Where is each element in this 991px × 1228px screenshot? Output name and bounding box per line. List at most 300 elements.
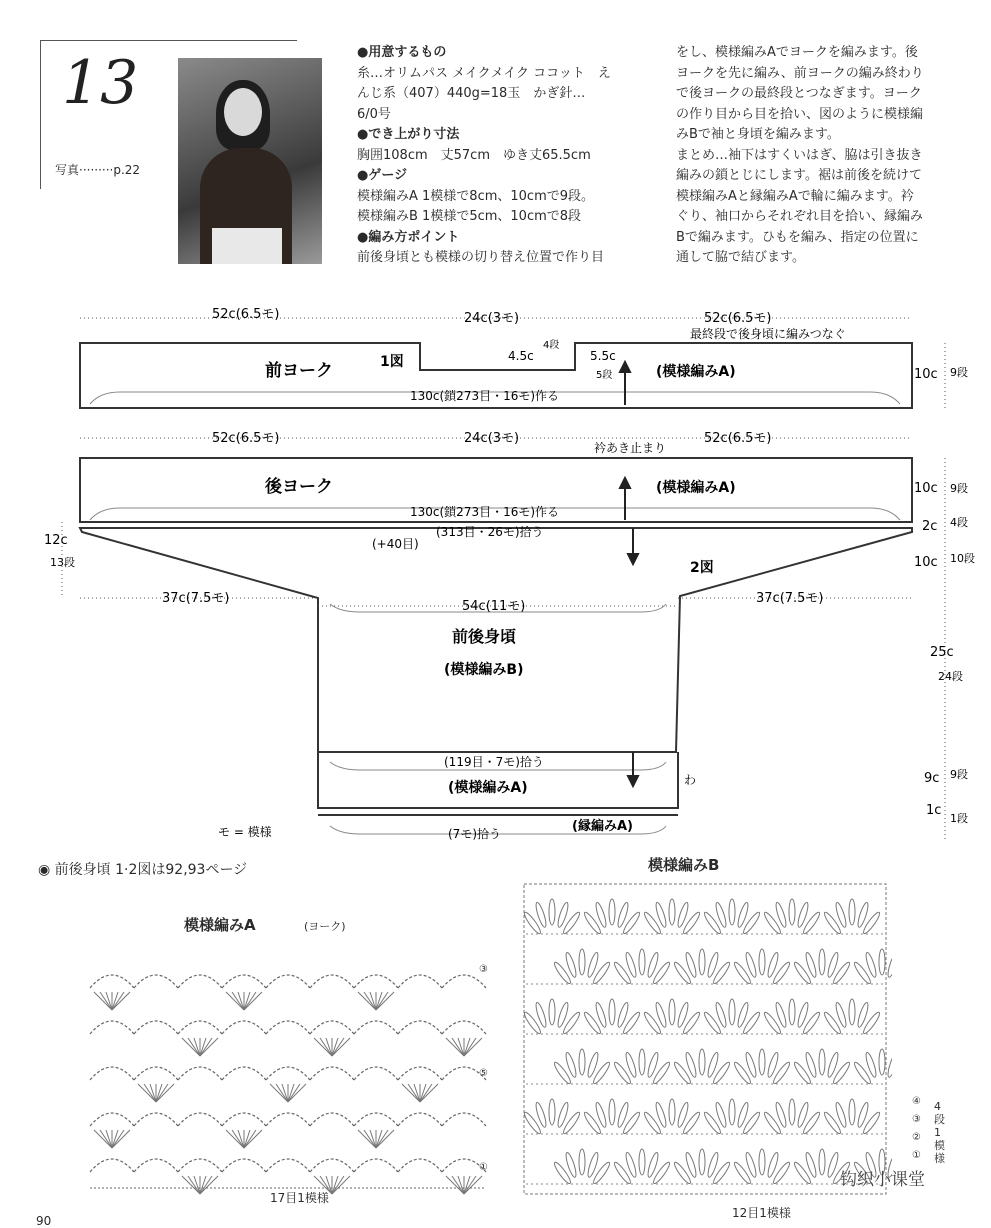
chart-b-petal (621, 911, 641, 936)
chart-b-petal (552, 1061, 572, 1086)
chart-b-petal (766, 1152, 780, 1179)
hem-pattern: (模様編みA) (448, 780, 528, 796)
photo-reference: 写真·········p.22 (55, 163, 141, 177)
chart-b-petal (681, 1011, 701, 1036)
materials-col-line: 前後身頃とも模様の切り替え位置で作り目 (357, 250, 605, 265)
chart-b-petal (676, 902, 690, 929)
chart-b-petal (792, 1061, 812, 1086)
back-neck-stop: 衿あき止まり (594, 441, 667, 455)
back-yoke-title: 後ヨーク (265, 477, 333, 497)
chart-a-fan-stitch (464, 1038, 476, 1056)
chart-a-arch (266, 1021, 310, 1034)
chart-b-petal (771, 961, 791, 986)
chart-b-petal (796, 902, 810, 929)
front-neck-depth: 4.5c (508, 349, 534, 363)
chart-b-petal (796, 1002, 810, 1029)
chart-a-arch (398, 975, 442, 988)
sleeve-width-right: 37c(7.5モ) (756, 591, 824, 606)
chart-a-fan-stitch (200, 1038, 212, 1056)
front-width-left: 52c(6.5モ) (212, 307, 280, 322)
chart-b-petal (861, 1011, 881, 1036)
chart-b-petal (582, 1111, 602, 1136)
chart-b-petal (706, 1052, 720, 1079)
chart-b-petal (564, 1152, 578, 1179)
chart-a-fan-stitch (276, 1084, 288, 1102)
chart-a-arch (354, 1021, 398, 1034)
back-height-2: 2c (922, 519, 938, 534)
chart-b-petal (804, 1052, 818, 1079)
chart-a-arch (442, 975, 486, 988)
hem-pickup: (119目・7モ)拾う (444, 755, 544, 769)
chart-b-petal (654, 902, 668, 929)
chart-a-row-3: ③ (479, 964, 488, 975)
chart-a-arch (310, 1067, 354, 1080)
chart-a-arch (266, 1159, 310, 1172)
chart-a-sub: (ヨーク) (304, 920, 346, 933)
chart-a-arch (310, 1159, 354, 1172)
chart-b-petal (654, 1102, 668, 1129)
chart-a-fan-stitch (188, 1038, 200, 1056)
chart-b-petal (612, 961, 632, 986)
chart-b-petal (831, 1061, 851, 1086)
back-rows-3: 10段 (950, 552, 975, 565)
back-width-left: 52c(6.5モ) (212, 431, 280, 446)
chart-b-petal (582, 1011, 602, 1036)
chart-b-petal (741, 911, 761, 936)
chart-b-petal (586, 1152, 600, 1179)
chart-b-petal (672, 961, 692, 986)
chart-b-petal (879, 1049, 885, 1075)
chart-a-fan-stitch (452, 1038, 464, 1056)
chart-b-petal (714, 1102, 728, 1129)
sleeve-height: 12c (44, 533, 68, 548)
hem-rows: 9段 (950, 768, 968, 781)
chart-a-fan-stitch (320, 1038, 332, 1056)
chart-b-petal (534, 902, 548, 929)
chart-a (80, 950, 500, 1210)
chart-b-petal (591, 1061, 611, 1086)
chart-b-petal (822, 1011, 842, 1036)
chart-a-fan-stitch (288, 1084, 300, 1102)
chart-b-petal (861, 911, 881, 936)
edge-rows: 1段 (950, 812, 968, 825)
chart-b-petal (864, 952, 878, 979)
chart-b-petal (672, 1161, 692, 1186)
instructions-col-line: をし、模様編みAでヨークを編みます。後 (676, 45, 918, 60)
chart-b-petal (702, 1111, 722, 1136)
chart-b-petal (594, 902, 608, 929)
instructions-col-line: みBで袖と身頃を編みます。 (676, 127, 840, 142)
chart-b-petal (834, 902, 848, 929)
materials-col-line: ●用意するもの (357, 45, 447, 60)
chart-b-petal (651, 1161, 671, 1186)
chart-b-petal (609, 999, 615, 1025)
chart-a-arch (310, 975, 354, 988)
chart-a-arch (310, 1021, 354, 1034)
chart-b-petal (642, 1011, 662, 1036)
chart-b-petal (771, 1161, 791, 1186)
chart-b-petal (706, 952, 720, 979)
chart-b-petal (624, 952, 638, 979)
chart-b-petal (561, 1111, 581, 1136)
chart-b-petal (609, 1099, 615, 1125)
hem-wa: わ (684, 773, 697, 787)
chart-b-petal (804, 1152, 818, 1179)
chart-b-petal (736, 902, 750, 929)
chart-a-arch (266, 975, 310, 988)
chart-b-petal (762, 911, 782, 936)
chart-b-row-2: ② (912, 1132, 921, 1143)
chart-b-petal (744, 1052, 758, 1079)
front-fig-label: 1図 (380, 354, 404, 370)
chart-a-fan-stitch (100, 1130, 112, 1148)
chart-b-petal (856, 1102, 870, 1129)
back-pickup: (313目・26モ)拾う (436, 525, 544, 539)
chart-b-petal (672, 1061, 692, 1086)
chart-b-petal (522, 1111, 542, 1136)
chart-b-petal (774, 1102, 788, 1129)
back-height-3: 10c (914, 555, 938, 570)
chart-b-petal (789, 899, 795, 925)
edge-height: 1c (926, 803, 942, 818)
chart-a-arch (178, 975, 222, 988)
chart-a-arch (90, 1159, 134, 1172)
chart-a-arch (266, 1113, 310, 1126)
chart-b-petal (556, 902, 570, 929)
chart-b-petal (676, 1002, 690, 1029)
chart-a-fan-stitch (332, 1176, 344, 1194)
hem-height: 9c (924, 771, 940, 786)
chart-b-petal (646, 952, 660, 979)
chart-b-petal (852, 961, 872, 986)
chart-b-petal (826, 1152, 840, 1179)
chart-b-petal (831, 961, 851, 986)
chart-b-petal (639, 1049, 645, 1075)
chart-b-petal (861, 1111, 881, 1136)
page-number: 90 (36, 1214, 52, 1228)
chart-b-petal (762, 1111, 782, 1136)
chart-b-petal (849, 1099, 855, 1125)
chart-b-petal (856, 1002, 870, 1029)
chart-b-petal (564, 952, 578, 979)
chart-a-arch (90, 1021, 134, 1034)
chart-b-petal (804, 952, 818, 979)
body-width: 54c(11モ) (462, 599, 526, 614)
chart-b-petal (564, 1052, 578, 1079)
chart-b-petal (826, 952, 840, 979)
chart-b-petal (522, 1011, 542, 1036)
front-height: 10c (914, 367, 938, 382)
chart-a-arch (354, 1159, 398, 1172)
chart-a-arch (222, 1021, 266, 1034)
materials-col-line: 胸囲108cm 丈57cm ゆき丈65.5cm (357, 147, 591, 163)
chart-b-petal (616, 1102, 630, 1129)
chart-b-petal (796, 1102, 810, 1129)
chart-b-petal (852, 1061, 872, 1086)
chart-b-petal (639, 1149, 645, 1175)
chart-a-fan-stitch (364, 1130, 376, 1148)
chart-b-petal (741, 1111, 761, 1136)
back-width-right: 52c(6.5モ) (704, 431, 772, 446)
chart-b-petal (552, 961, 572, 986)
chart-b-petal (612, 1161, 632, 1186)
chart-b-petal (886, 1052, 892, 1079)
chart-b-petal (736, 1002, 750, 1029)
chart-b-petal (849, 999, 855, 1025)
front-neck-rows: 4段 (543, 340, 560, 351)
chart-a-fan-stitch (244, 1130, 256, 1148)
chart-b-petal (642, 1111, 662, 1136)
chart-b-petal (676, 1102, 690, 1129)
instructions-col-line: 模様編みAと縁編みAで輪に編みます。衿 (676, 188, 914, 204)
chart-b-petal (819, 949, 825, 975)
chart-b-petal (651, 961, 671, 986)
chart-a-arch (222, 1113, 266, 1126)
chart-b-petal (552, 1161, 572, 1186)
chart-a-arch (398, 1021, 442, 1034)
chart-b-petal (549, 999, 555, 1025)
chart-a-arch (222, 1067, 266, 1080)
chart-a-fan-stitch (244, 992, 256, 1010)
materials-col-line: ●編み方ポイント (357, 229, 460, 245)
chart-a-fan-stitch (464, 1176, 476, 1194)
chart-b-petal (669, 899, 675, 925)
chart-b-petal (594, 1102, 608, 1129)
chart-a-fan-stitch (100, 992, 112, 1010)
materials-col-line: 糸…オリムパス メイクメイク ココット え (357, 65, 611, 81)
chart-b-petal (579, 1149, 585, 1175)
body-title: 前後身頃 (452, 627, 517, 646)
instructions-col-line: で後ヨークの最終段とつなぎます。ヨーク (676, 86, 922, 101)
chart-b-petal (586, 952, 600, 979)
chart-a-fan-stitch (452, 1176, 464, 1194)
chart-a-fan-stitch (376, 992, 388, 1010)
chart-b-petal (579, 1049, 585, 1075)
chart-b-border (524, 884, 886, 1194)
chart-a-repeat: 17目1模様 (270, 1191, 329, 1205)
chart-b-petal (801, 1011, 821, 1036)
sleeve-rows: 13段 (50, 556, 75, 569)
chart-b-petal (792, 1161, 812, 1186)
chart-b-repeat: 12目1模様 (732, 1206, 791, 1220)
back-increase: (+40目) (372, 537, 419, 551)
watermark: 钩织小课堂 (840, 1170, 925, 1190)
chart-b-petal (624, 1152, 638, 1179)
chart-b-petal (774, 1002, 788, 1029)
chart-a-fan-stitch (144, 1084, 156, 1102)
chart-b-petal (591, 961, 611, 986)
chart-b-petal (729, 999, 735, 1025)
chart-b-petal (681, 1111, 701, 1136)
front-width-mid: 24c(3モ) (464, 311, 520, 326)
chart-b-petal (736, 1102, 750, 1129)
chart-a-fan-stitch (112, 1130, 124, 1148)
chart-a-arch (398, 1159, 442, 1172)
chart-a-fan-stitch (376, 1130, 388, 1148)
chart-b-petal (616, 902, 630, 929)
front-rows: 9段 (950, 366, 968, 379)
chart-b-petal (609, 899, 615, 925)
chart-b-petal (699, 1049, 705, 1075)
chart-b-row-1: ① (912, 1150, 921, 1161)
back-pattern: (模様編みA) (656, 480, 736, 496)
chart-b-petal (522, 911, 542, 936)
chart-b-petal (891, 961, 892, 986)
chart-a-fan-stitch (332, 1038, 344, 1056)
chart-b-petal (792, 961, 812, 986)
chart-b-petal (612, 1061, 632, 1086)
front-cast-on: 130c(鎖273目・16モ)作る (410, 389, 560, 403)
chart-b-petal (789, 1099, 795, 1125)
chart-b-petal (549, 1099, 555, 1125)
chart-b-petal (534, 1102, 548, 1129)
body-pattern: (模様編みB) (444, 662, 524, 678)
chart-b-petal (732, 961, 752, 986)
chart-b-petal (594, 1002, 608, 1029)
chart-b-petal (834, 1102, 848, 1129)
instructions-col-line: 通して脇で結びます。 (676, 250, 805, 265)
chart-b-petal (759, 1049, 765, 1075)
chart-b-petal (556, 1102, 570, 1129)
materials-col-line: 模様編みB 1模様で5cm、10cmで8段 (357, 209, 582, 224)
chart-b-petal (819, 1049, 825, 1075)
instructions-col-line: の作り目から目を拾い、図のように模様編 (676, 106, 924, 122)
chart-a-arch (266, 1067, 310, 1080)
chart-b-petal (744, 1152, 758, 1179)
chart-a-arch (398, 1113, 442, 1126)
chart-a-arch (354, 1067, 398, 1080)
chart-b-petal (711, 1161, 731, 1186)
chart-b-petal (681, 911, 701, 936)
front-yoke-title: 前ヨーク (265, 361, 333, 381)
chart-b-petal (591, 1161, 611, 1186)
materials-col-line: ●ゲージ (357, 168, 408, 183)
page-note: ◉ 前後身頃 1·2図は92,93ページ (38, 862, 248, 878)
chart-a-arch (134, 1021, 178, 1034)
chart-b (522, 880, 892, 1202)
front-neck-rows2: 5段 (596, 370, 613, 381)
chart-b-petal (561, 911, 581, 936)
chart-b-petal (819, 1149, 825, 1175)
back-rows-2: 4段 (950, 516, 968, 529)
chart-b-petal (624, 1052, 638, 1079)
chart-b-petal (864, 1052, 878, 1079)
chart-b-petal (732, 1061, 752, 1086)
chart-b-petal (556, 1002, 570, 1029)
chart-a-arch (90, 1067, 134, 1080)
chart-a-arch (222, 975, 266, 988)
chart-b-petal (549, 899, 555, 925)
front-note: 最終段で後身頃に編みつなぐ (690, 327, 846, 341)
chart-a-arch (178, 1067, 222, 1080)
chart-a-row-1: ① (479, 1162, 488, 1173)
chart-a-arch (354, 975, 398, 988)
chart-b-petal (639, 949, 645, 975)
front-pattern: (模様編みA) (656, 364, 736, 380)
chart-b-petal (646, 1152, 660, 1179)
chart-a-arch (134, 1159, 178, 1172)
chart-a-arch (398, 1067, 442, 1080)
front-width-right: 52c(6.5モ) (704, 311, 772, 326)
chart-b-petal (714, 1002, 728, 1029)
back-rows: 9段 (950, 482, 968, 495)
chart-b-row-4: ④ (912, 1096, 921, 1107)
materials-col-line: ●でき上がり寸法 (357, 127, 460, 142)
instructions-col-line: 編みの鎖とじにします。裾は前後を続けて (676, 168, 922, 183)
chart-b-petal (766, 952, 780, 979)
chart-a-arch (90, 975, 134, 988)
chart-b-petal (586, 1052, 600, 1079)
materials-col-line: 模様編みA 1模様で8cm、10cmで9段。 (357, 188, 595, 204)
chart-b-petal (766, 1052, 780, 1079)
chart-b-title: 模様編みB (648, 856, 720, 874)
pattern-number: 13 (62, 48, 139, 118)
chart-b-petal (669, 1099, 675, 1125)
chart-b-petal (579, 949, 585, 975)
chart-b-petal (732, 1161, 752, 1186)
chart-a-fan-stitch (232, 992, 244, 1010)
chart-b-petal (711, 1061, 731, 1086)
chart-b-petal (822, 911, 842, 936)
chart-b-petal (879, 949, 885, 975)
chart-b-petal (642, 911, 662, 936)
body-height: 25c (930, 645, 954, 660)
edge-pattern: (縁編みA) (572, 819, 633, 834)
chart-b-petal (711, 961, 731, 986)
materials-col-line: 6/0号 (357, 106, 391, 122)
chart-b-petal (849, 899, 855, 925)
chart-b-petal (646, 1052, 660, 1079)
chart-a-row-5: ⑤ (479, 1068, 488, 1079)
chart-a-fan-stitch (408, 1084, 420, 1102)
chart-b-petal (561, 1011, 581, 1036)
chart-a-arch (178, 1113, 222, 1126)
back-height: 10c (914, 481, 938, 496)
chart-b-petal (616, 1002, 630, 1029)
chart-a-title: 模様編みA (184, 916, 256, 934)
chart-b-petal (759, 949, 765, 975)
chart-b-petal (706, 1152, 720, 1179)
chart-b-side-label: 4段1模様 (934, 1100, 945, 1165)
chart-b-petal (891, 1061, 892, 1086)
chart-b-petal (801, 911, 821, 936)
chart-b-petal (759, 1149, 765, 1175)
chart-b-petal (621, 1111, 641, 1136)
chart-b-row-3: ③ (912, 1114, 921, 1125)
chart-b-petal (702, 911, 722, 936)
sleeve-width-left: 37c(7.5モ) (162, 591, 230, 606)
front-neck-depth2: 5.5c (590, 349, 616, 363)
instructions-col-line: まとめ…袖下はすくいはぎ、脇は引き抜き (676, 147, 923, 163)
instructions-col-line: Bで編みます。ひもを編み、指定の位置に (676, 229, 919, 245)
chart-a-fan-stitch (364, 992, 376, 1010)
chart-b-petal (826, 1052, 840, 1079)
chart-b-petal (729, 899, 735, 925)
chart-b-petal (651, 1061, 671, 1086)
chart-a-arch (354, 1113, 398, 1126)
chart-a-arch (442, 1021, 486, 1034)
chart-b-petal (702, 1011, 722, 1036)
chart-b-petal (822, 1111, 842, 1136)
chart-b-petal (789, 999, 795, 1025)
back-width-mid: 24c(3モ) (464, 431, 520, 446)
edge-pickup: (7モ)拾う (448, 827, 501, 841)
chart-a-arch (90, 1113, 134, 1126)
chart-b-petal (886, 952, 892, 979)
chart-a-arch (310, 1113, 354, 1126)
stitch-legend: モ = 模様 (218, 825, 272, 839)
body-fig-label: 2図 (690, 560, 714, 576)
